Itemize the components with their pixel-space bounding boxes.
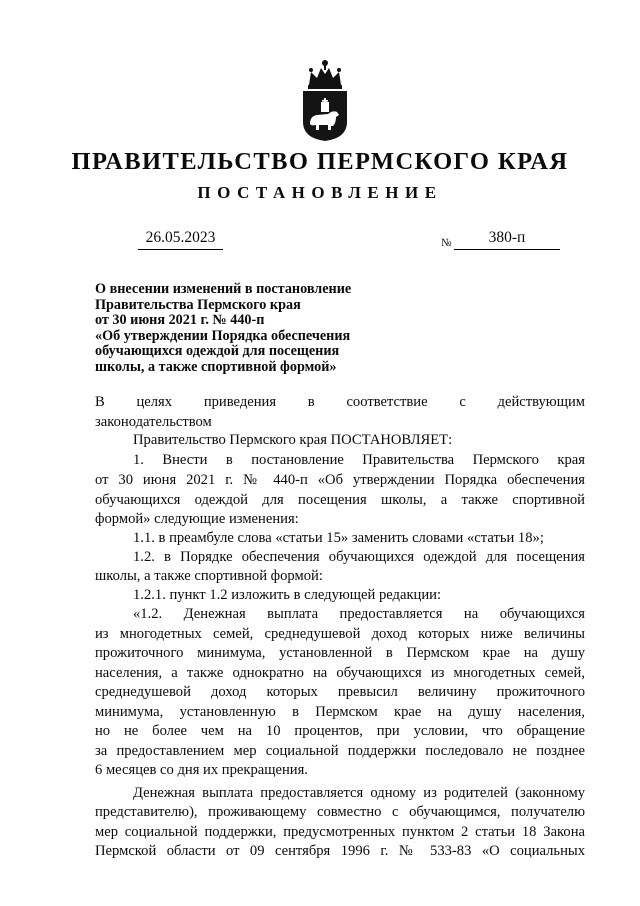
body-line: от 30 июня 2021 г. № 440-п «Об утверждении Порядка обеспечения	[95, 472, 585, 488]
body-line: из многодетных семей, среднедушевой доход которых ниже величины	[95, 626, 585, 642]
body-line: законодательством	[95, 414, 212, 430]
body-line: обучающихся одеждой для посещения школы, а также спортивной	[95, 492, 585, 508]
body-line: Пермской области от 09 сентября 1996 г. № 533-83 «О социальных	[95, 843, 585, 859]
body-line: 1.2. в Порядке обеспечения обучающихся одеждой для посещения	[133, 549, 585, 565]
document-number: 380-п	[454, 229, 560, 250]
perm-krai-coat-of-arms-icon	[295, 58, 355, 142]
body-line: Правительство Пермского края ПОСТАНОВЛЯЕТ:	[133, 432, 453, 448]
body-line: представителю), проживающему совместно с обучающимся, получателю	[95, 804, 585, 820]
document-type-heading: ПОСТАНОВЛЕНИЕ	[197, 183, 443, 202]
number-sign: №	[441, 237, 452, 249]
body-line: 1.2.1. пункт 1.2 изложить в следующей редакции:	[133, 587, 442, 603]
body-line: прожиточного минимума, установленной в Пермском крае на душу	[95, 645, 585, 661]
body-line: среднедушевой доход которых превысил величину прожиточного	[95, 684, 585, 700]
body-line: Денежная выплата предоставляется одному из родителей (законному	[133, 785, 585, 801]
body-line: 6 месяцев со дня их прекращения.	[95, 762, 308, 778]
document-subject	[95, 282, 395, 376]
subject-line: школы, а также спортивной формой»	[95, 358, 337, 375]
body-line: 1.1. в преамбуле слова «статьи 15» заменить словами «статьи 18»;	[133, 530, 544, 546]
body-line: школы, а также спортивной формой:	[95, 568, 323, 584]
body-line: за предоставлением мер социальной поддержки последовало не позднее	[95, 743, 585, 759]
organization-title: ПРАВИТЕЛЬСТВО ПЕРМСКОГО КРАЯ	[71, 148, 569, 175]
document-date: 26.05.2023	[138, 229, 223, 250]
body-line: формой» следующие изменения:	[95, 511, 299, 527]
subject-line: «Об утверждении Порядка обеспечения	[95, 327, 351, 344]
body-line: «1.2. Денежная выплата предоставляется на обучающихся	[133, 606, 585, 622]
body-line: населения, а также однократно на обучающихся из многодетных семей,	[95, 665, 585, 681]
body-line: мер социальной поддержки, предусмотренных пунктом 2 статьи 18 Закона	[95, 824, 585, 840]
subject-line: О внесении изменений в постановление	[95, 281, 352, 297]
body-line: В целях приведения в соответствие с действующим	[95, 394, 585, 410]
subject-line: Правительства Пермского края	[95, 296, 301, 313]
body-line: 1. Внести в постановление Правительства Пермского края	[133, 452, 585, 468]
body-line: но не более чем на 10 процентов, при условии, что обращение	[95, 723, 585, 739]
body-line: минимума, установленную в Пермском крае на душу населения,	[95, 704, 585, 720]
subject-line: обучающихся одеждой для посещения	[95, 343, 340, 360]
subject-line: от 30 июня 2021 г. № 440-п	[95, 312, 265, 329]
